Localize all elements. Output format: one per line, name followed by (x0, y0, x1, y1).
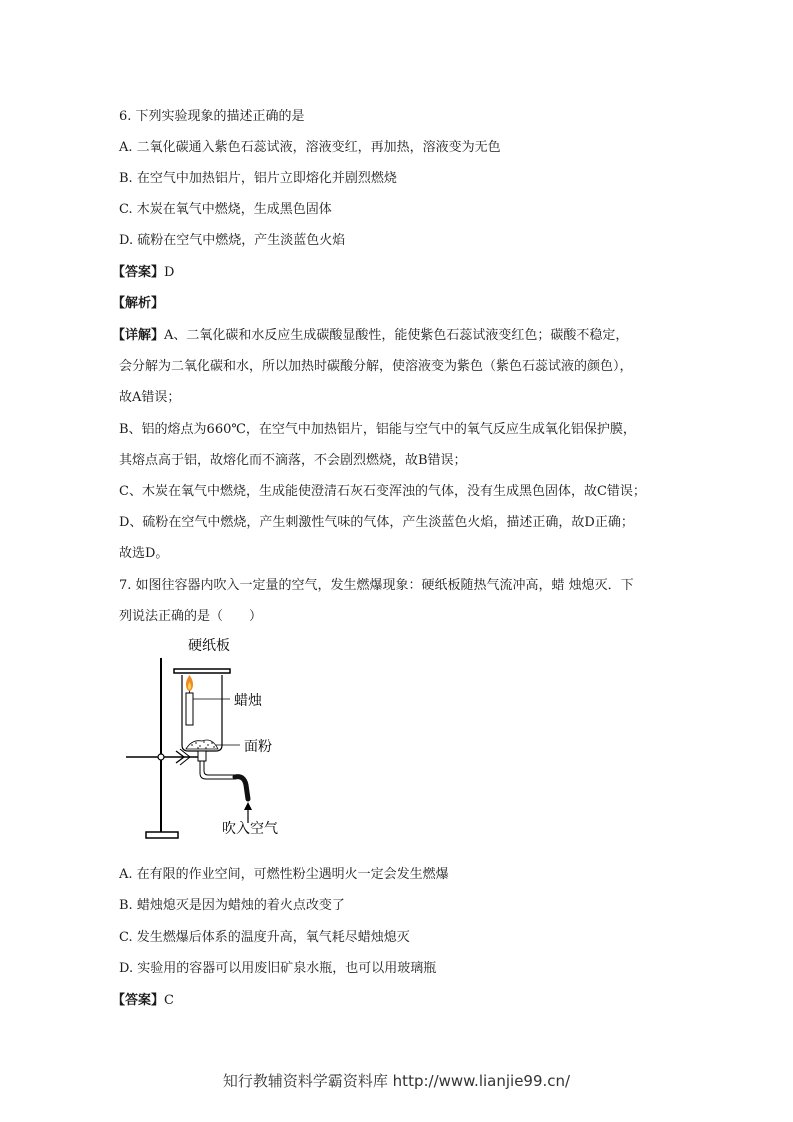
q7-option-c: C. 发生燃爆后体系的温度升高，氧气耗尽蜡烛熄灭 (119, 930, 410, 945)
label-candle: 蜡烛 (234, 693, 262, 709)
detail-tag: 【详解】 (112, 328, 165, 343)
stand-base (146, 832, 178, 838)
experiment-figure (118, 633, 318, 848)
q7-option-a: A. 在有限的作业空间，可燃性粉尘遇明火一定会发生燃爆 (119, 867, 449, 882)
rubber-hose (235, 777, 248, 799)
q6-option-d: D. 硫粉在空气中燃烧，产生淡蓝色火焰 (119, 233, 346, 248)
q7-answer (112, 989, 174, 1008)
analysis-tag: 【解析】 (112, 296, 165, 311)
q6-detail-line-2: 会分解为二氧化碳和水，所以加热时碳酸分解，使溶液变为紫色（紫色石蕊试液的颜色）， (119, 359, 633, 374)
q7-option-d: D. 实验用的容器可以用废旧矿泉水瓶，也可以用玻璃瓶 (119, 961, 437, 976)
answer-value: C (164, 993, 174, 1008)
q6-analysis-tag (112, 292, 164, 311)
candle-drawing (186, 693, 193, 725)
label-flour: 面粉 (244, 739, 272, 755)
q6-detail-line-5: 其熔点高于铝，故熔化而不滴落，不会剧烈燃烧，故B错误； (119, 453, 467, 468)
q6-detail-line-6: C、木炭在氧气中燃烧，生成能使澄清石灰石变浑浊的气体，没有生成黑色固体，故C错误； (119, 484, 646, 499)
q6-stem: 6. 下列实验现象的描述正确的是 (119, 109, 305, 124)
detail-text: A、二氧化碳和水反应生成碳酸显酸性，能使紫色石蕊试液变红色；碳酸不稳定， (164, 328, 629, 343)
q6-option-a: A. 二氧化碳通入紫色石蕊试液，溶液变红，再加热，溶液变为无色 (119, 140, 501, 155)
q6-option-c: C. 木炭在氧气中燃烧，生成黑色固体 (119, 202, 332, 217)
q6-detail-line-1 (112, 324, 628, 343)
q6-detail-line-3: 故A错误； (119, 390, 181, 405)
q7-stem-line-2: 列说法正确的是（ ） (119, 609, 263, 624)
q6-answer (112, 261, 174, 280)
footer-watermark: 知行教辅资料学霸资料库 http://www.lianjie99.cn/ (222, 1072, 571, 1090)
apparatus-drawing (118, 633, 318, 848)
label-cardboard: 硬纸板 (188, 638, 230, 654)
q7-option-b: B. 蜡烛熄灭是因为蜡烛的着火点改变了 (119, 898, 345, 913)
answer-tag: 【答案】 (112, 993, 165, 1008)
q7-stem-line-1: 7. 如图往容器内吹入一定量的空气，发生燃爆现象：硬纸板随热气流冲高，蜡 烛熄灭．下 (119, 578, 634, 593)
answer-tag: 【答案】 (112, 265, 165, 280)
label-blow-air: 吹入空气 (222, 821, 278, 837)
q6-detail-line-7: D、硫粉在空气中燃烧，产生刺激性气味的气体，产生淡蓝色火焰，描述正确，故D正确； (119, 515, 634, 530)
q6-detail-line-4: B、铝的熔点为660℃，在空气中加热铝片，铝能与空气中的氧气反应生成氧化铝保护膜， (119, 422, 636, 437)
clamp-joint (158, 754, 164, 760)
answer-value: D (164, 265, 175, 280)
q6-option-b: B. 在空气中加热铝片，铝片立即熔化并剧烈燃烧 (119, 171, 397, 186)
q6-detail-line-8: 故选D。 (119, 546, 169, 561)
cardboard-drawing (174, 669, 230, 673)
